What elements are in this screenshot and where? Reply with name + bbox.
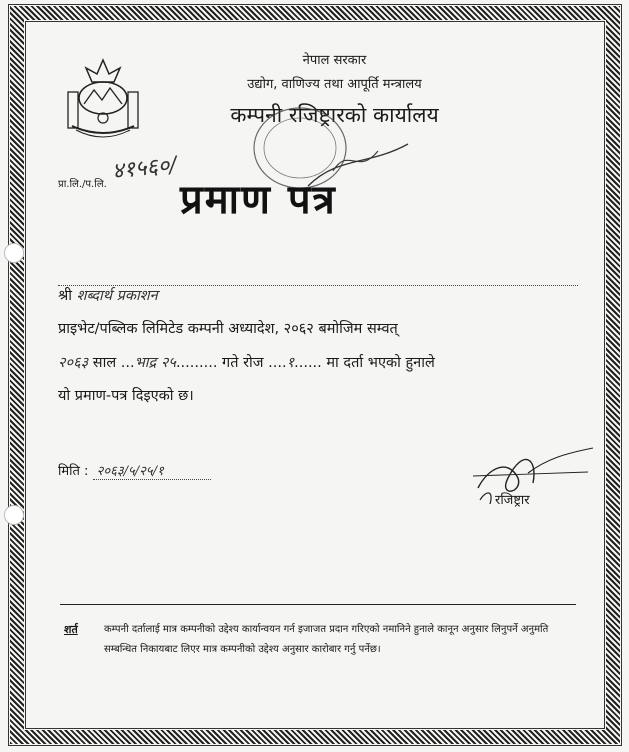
registration-number: ४१५६०/ [111,152,178,185]
registrar-label: रजिष्ट्रार [495,493,530,508]
date-value: २०६३/५/२५/१ [93,461,211,480]
sal-label: साल [92,355,117,371]
issue-date-row [58,461,211,480]
registered-suffix: मा दर्ता भएको हुनाले [326,355,435,371]
company-line [58,285,158,305]
registration-label: प्रा.लि./प.लि. [58,179,107,190]
certificate-issued-line: यो प्रमाण-पत्र दिइएको छ। [58,388,194,404]
reg-month: भाद्र २५ [134,355,176,371]
punch-hole-top [4,243,24,263]
punch-hole-bottom [4,505,24,525]
reg-year: २०६३ [58,355,89,371]
date-label: मिति : [58,464,89,479]
company-name: शब्दार्थ प्रकाशन [76,288,158,304]
note-divider [60,604,576,605]
header-office: कम्पनी रजिष्ट्रारको कार्यालय [230,103,439,127]
registrar-signature-icon [468,438,598,518]
condition-text: कम्पनी दर्तालाई मात्र कम्पनीको उद्देश्य कार्यान्वयन गर्न इजाजत प्रदान गरिएको नमानिने हुनाले कानून अनुसार लिनुपर्ने अनुमति सम्बन्धित निकायबाट लिएर मात्र कम्पनीको उद्देश्य अनुसार कारोबार गर्नु पर्नेछ। [104,624,549,655]
reg-day: १ [286,355,295,371]
condition-label: शर्त [64,623,78,636]
ordinance-line: प्राइभेट/पब्लिक लिमिटेड कम्पनी अध्यादेश, २०६२ बमोजिम सम्वत् [58,321,398,337]
header-ministry: उद्योग, वाणिज्य तथा आपूर्ति मन्त्रालय [247,77,422,92]
certificate-title: प्रमाण पत्र [180,177,337,223]
gate-roj-label: गते रोज [222,355,264,371]
shree-prefix: श्री [58,288,73,304]
date-registered-line: २०६३ साल ...भाद्र २५......... गते रोज ....१...... मा दर्ता भएको हुनाले [58,355,435,371]
header-government: नेपाल सरकार [302,53,367,68]
